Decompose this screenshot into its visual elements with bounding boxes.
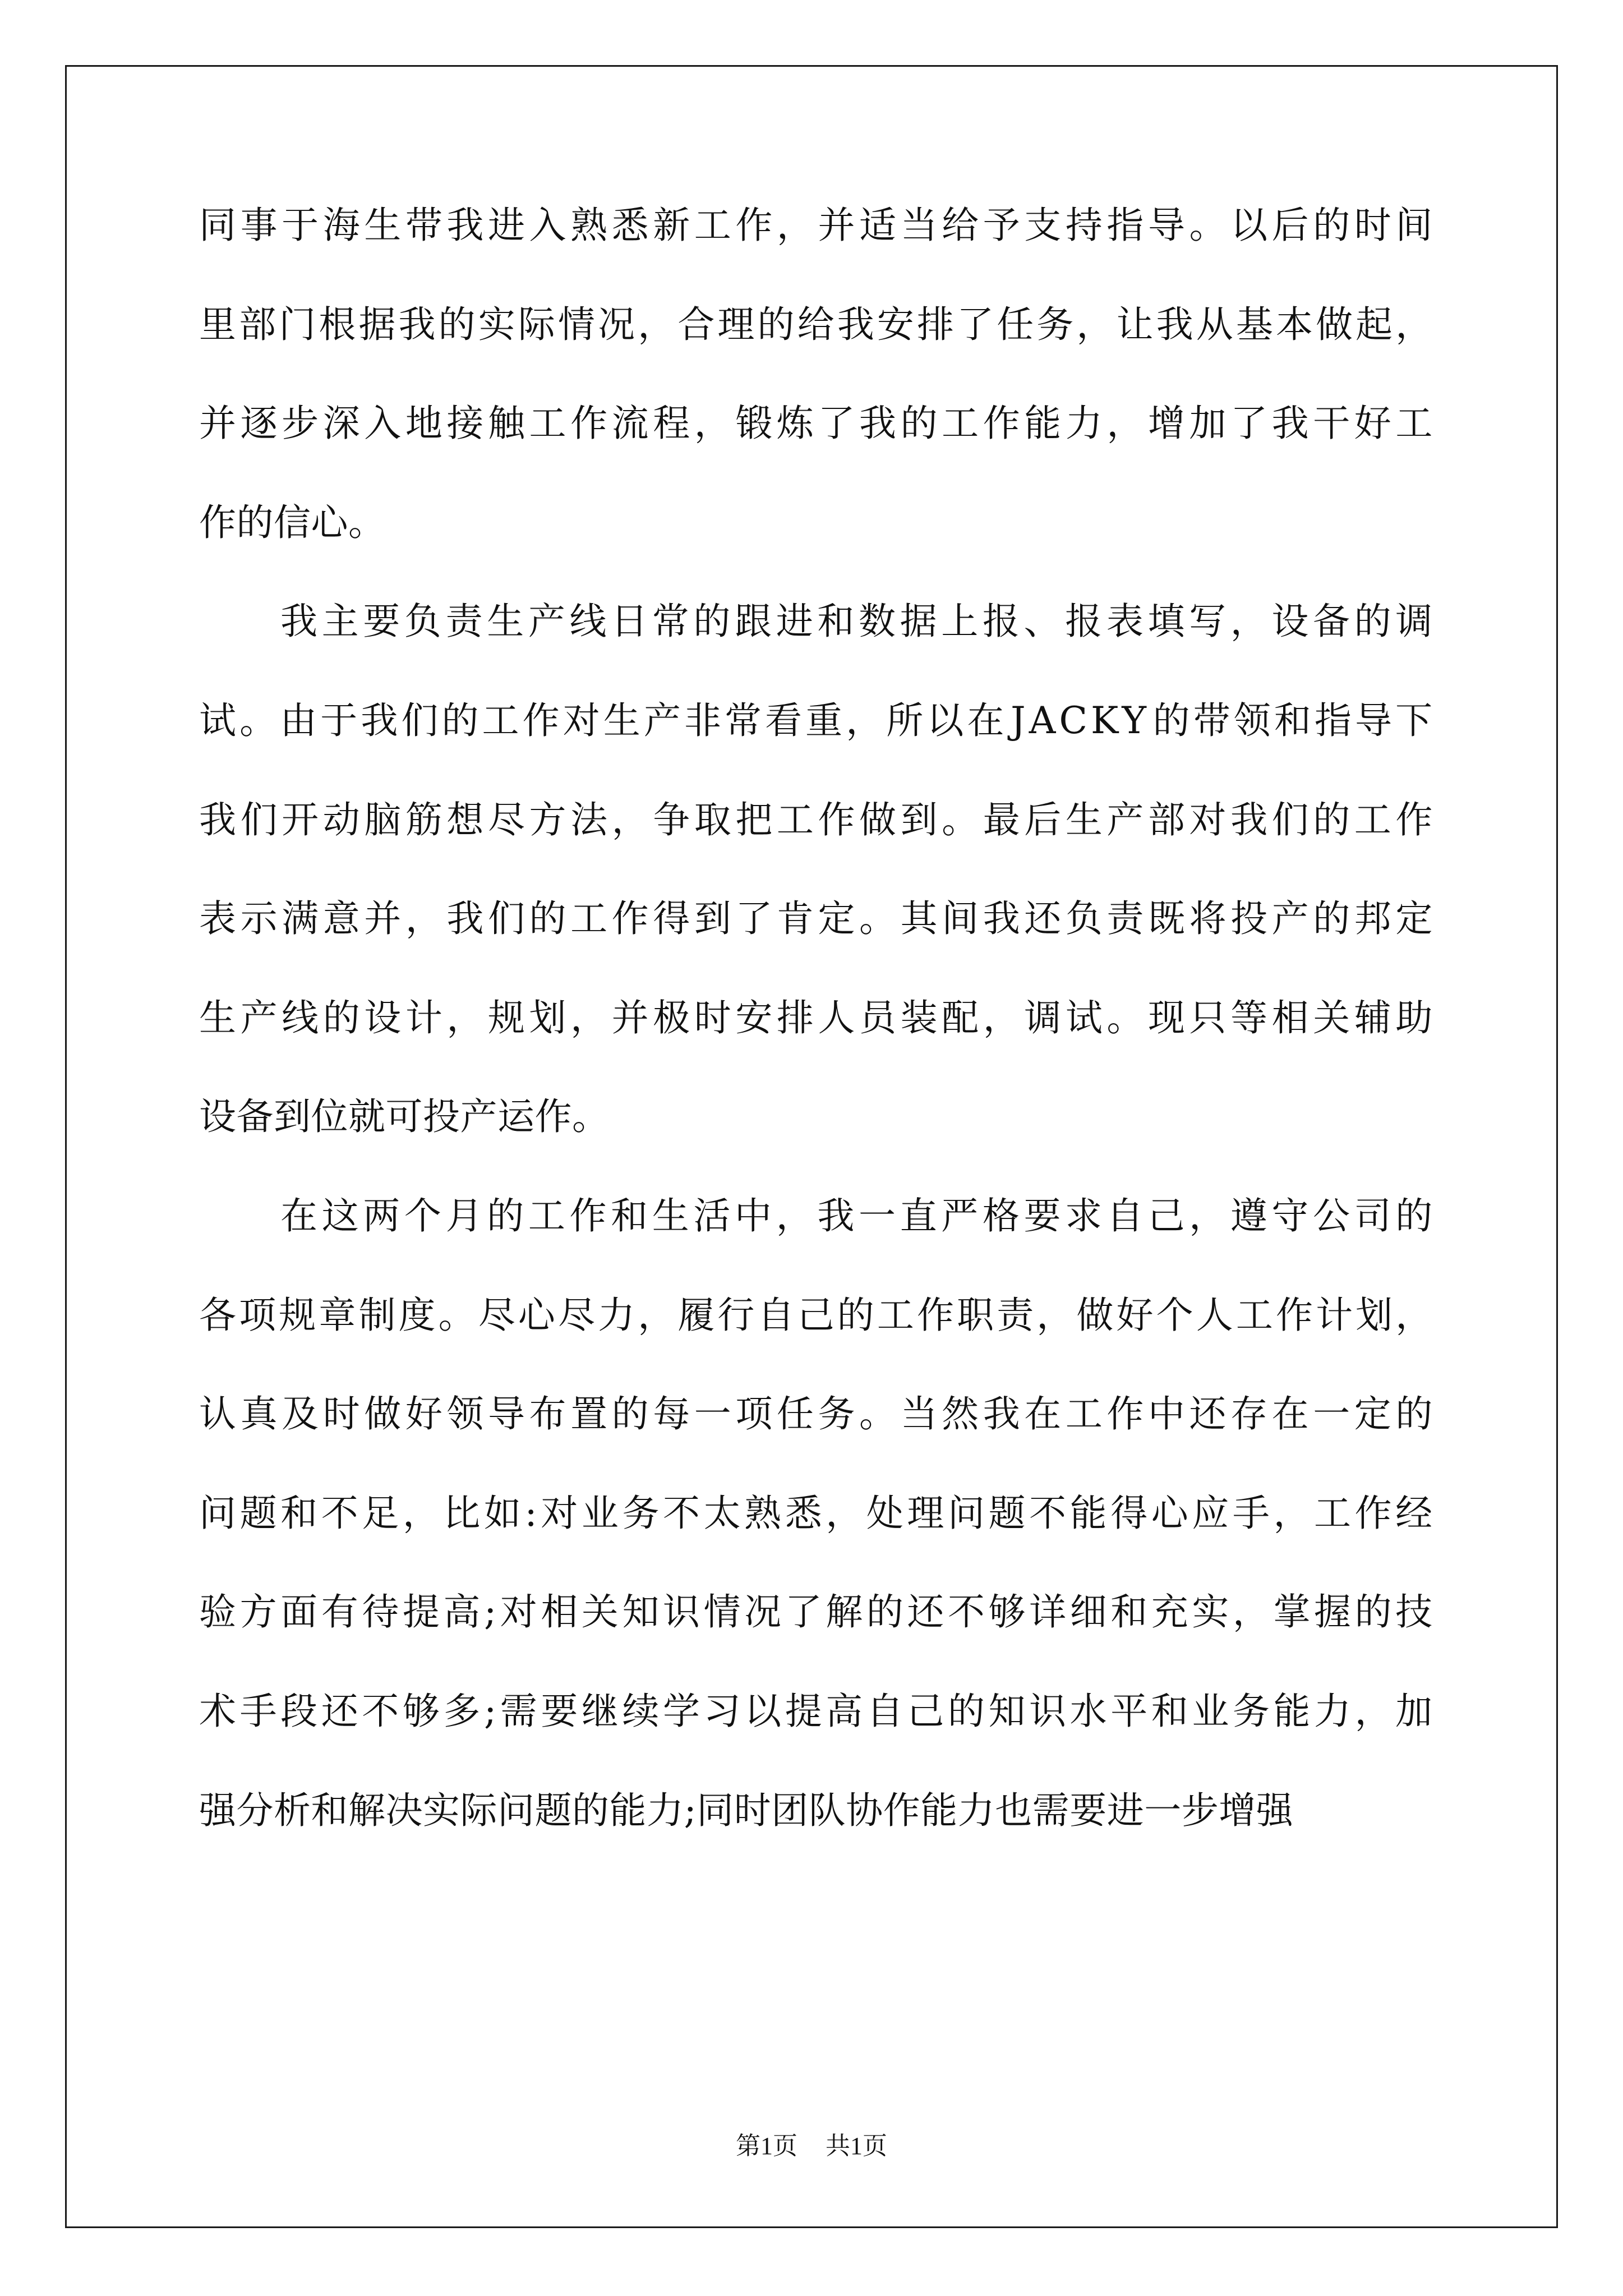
text-line: 问 题 和 不 足 ， 比 如 : 对 业 务 不 太 熟 悉 ， 处 理 问 题 不 能 得 心 应 手 ， 工 作 经	[199, 1491, 1433, 1535]
text-line: 试 。 由 于 我 们 的 工 作 对 生 产 非 常 看 重 ， 所 以 在 J A C K Y 的 带 领 和 指 导 下	[199, 698, 1433, 742]
document-body	[199, 200, 1433, 1884]
page-footer	[0, 2129, 1623, 2163]
text-line: 表 示 满 意 并 ， 我 们 的 工 作 得 到 了 肯 定 。 其 间 我 还 负 责 既 将 投 产 的 邦 定	[199, 897, 1433, 941]
text-line: 各 项 规 章 制 度 。 尽 心 尽 力 ， 履 行 自 己 的 工 作 职 责 ， 做 好 个 人 工 作 计 划 ，	[199, 1293, 1433, 1337]
text-line: 我 们 开 动 脑 筋 想 尽 方 法 ， 争 取 把 工 作 做 到 。 最 后 生 产 部 对 我 们 的 工 作	[199, 798, 1433, 841]
text-line: 强分析和解决实际问题的能力;同时团队协作能力也需要进一步增强	[199, 1788, 1294, 1832]
text-line: 验 方 面 有 待 提 高 ; 对 相 关 知 识 情 况 了 解 的 还 不 够 详 细 和 充 实 ， 掌 握 的 技	[199, 1590, 1433, 1634]
paragraph-first-line: 在 这 两 个 月 的 工 作 和 生 活 中 ， 我 一 直 严 格 要 求 自 己 ， 遵 守 公 司 的	[280, 1194, 1433, 1237]
text-line: 同 事 于 海 生 带 我 进 入 熟 悉 新 工 作 ， 并 适 当 给 予 支 持 指 导 。 以 后 的 时 间	[199, 204, 1433, 247]
text-line: 术 手 段 还 不 够 多 ; 需 要 继 续 学 习 以 提 高 自 己 的 知 识 水 平 和 业 务 能 力 ， 加	[199, 1689, 1433, 1733]
page-total: 共1页	[826, 2132, 887, 2160]
text-line: 生 产 线 的 设 计 ， 规 划 ， 并 极 时 安 排 人 员 装 配 ， 调 试 。 现 只 等 相 关 辅 助	[199, 996, 1433, 1039]
text-line: 设备到位就可投产运作。	[199, 1095, 610, 1139]
text-line: 作的信心。	[199, 500, 386, 544]
paragraph-first-line: 我 主 要 负 责 生 产 线 日 常 的 跟 进 和 数 据 上 报 、 报 表 填 写 ， 设 备 的 调	[280, 600, 1433, 643]
page-number: 第1页	[736, 2132, 797, 2160]
text-line: 里 部 门 根 据 我 的 实 际 情 况 ， 合 理 的 给 我 安 排 了 任 务 ， 让 我 从 基 本 做 起 ，	[199, 302, 1433, 346]
text-line: 并 逐 步 深 入 地 接 触 工 作 流 程 ， 锻 炼 了 我 的 工 作 能 力 ， 增 加 了 我 干 好 工	[199, 402, 1433, 445]
text-line: 认 真 及 时 做 好 领 导 布 置 的 每 一 项 任 务 。 当 然 我 在 工 作 中 还 存 在 一 定 的	[199, 1392, 1433, 1436]
